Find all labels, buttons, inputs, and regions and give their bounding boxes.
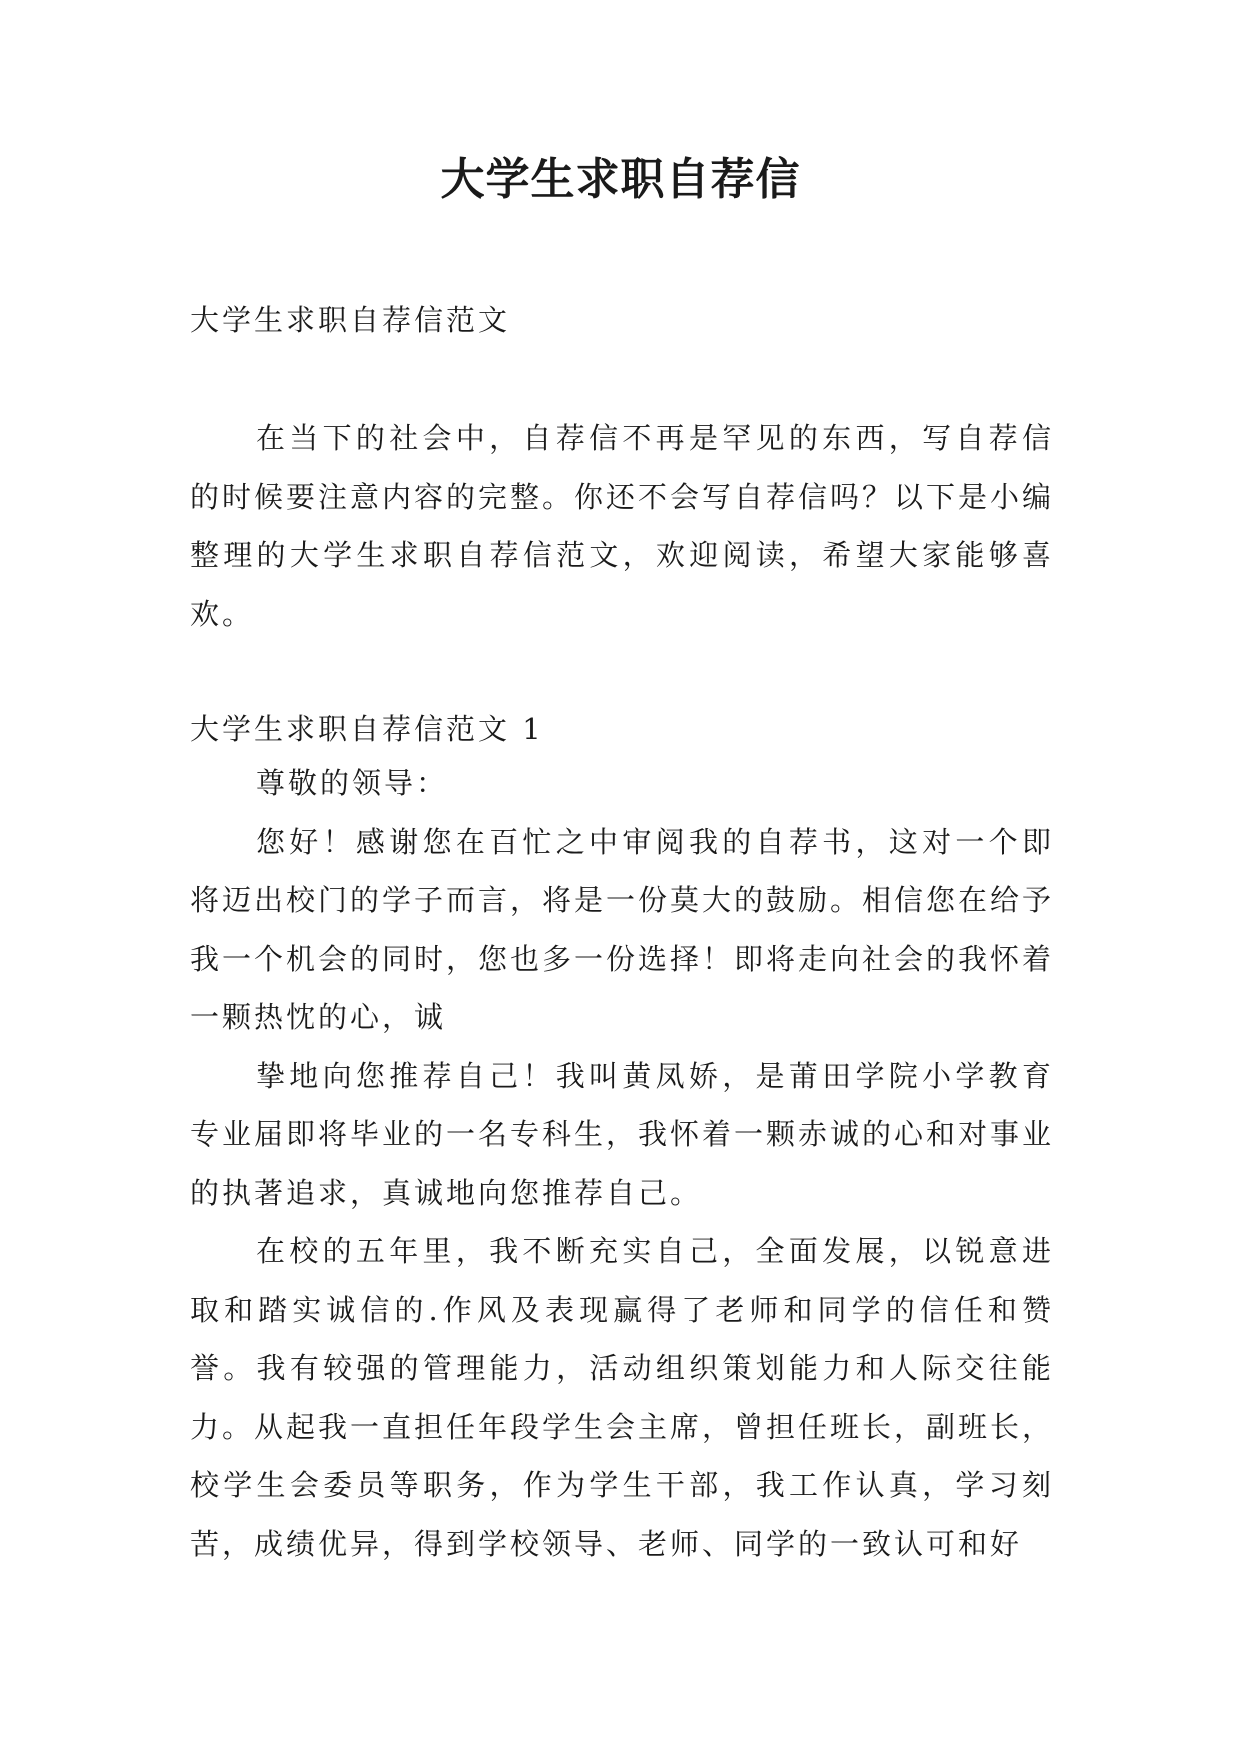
document-title: 大学生求职自荐信 (440, 154, 801, 205)
letter-body (190, 754, 1054, 1573)
letter-paragraph: 在校的五年里，我不断充实自己，全面发展，以锐意进取和踏实诚信的.作风及表现赢得了老师和同学的信任和赞誉。我有较强的管理能力，活动组织策划能力和人际交往能力。从起我一直担任年段学生会主席，曾担任班长，副班长，校学生会委员等职务，作为学生干部，我工作认真，学习刻苦，成绩优异，得到学校领导、老师、同学的一致认可和好 (190, 1234, 1055, 1561)
document-subtitle: 大学生求职自荐信范文 (190, 303, 511, 337)
salutation: 尊敬的领导： (256, 766, 449, 800)
section-heading: 大学生求职自荐信范文 1 (190, 712, 544, 746)
intro-paragraph: 在当下的社会中，自荐信不再是罕见的东西，写自荐信的时候要注意内容的完整。你还不会写自荐信吗？以下是小编整理的大学生求职自荐信范文，欢迎阅读，希望大家能够喜欢。 (190, 421, 1055, 631)
letter-paragraph: 您好！感谢您在百忙之中审阅我的自荐书，这对一个即将迈出校门的学子而言，将是一份莫大的鼓励。相信您在给予我一个机会的同时，您也多一份选择！即将走向社会的我怀着一颗热忱的心，诚 (190, 824, 1055, 1034)
letter-paragraph: 挚地向您推荐自己！我叫黄凤娇，是莆田学院小学教育专业届即将毕业的一名专科生，我怀着一颗赤诚的心和对事业的执著追求，真诚地向您推荐自己。 (190, 1058, 1055, 1210)
